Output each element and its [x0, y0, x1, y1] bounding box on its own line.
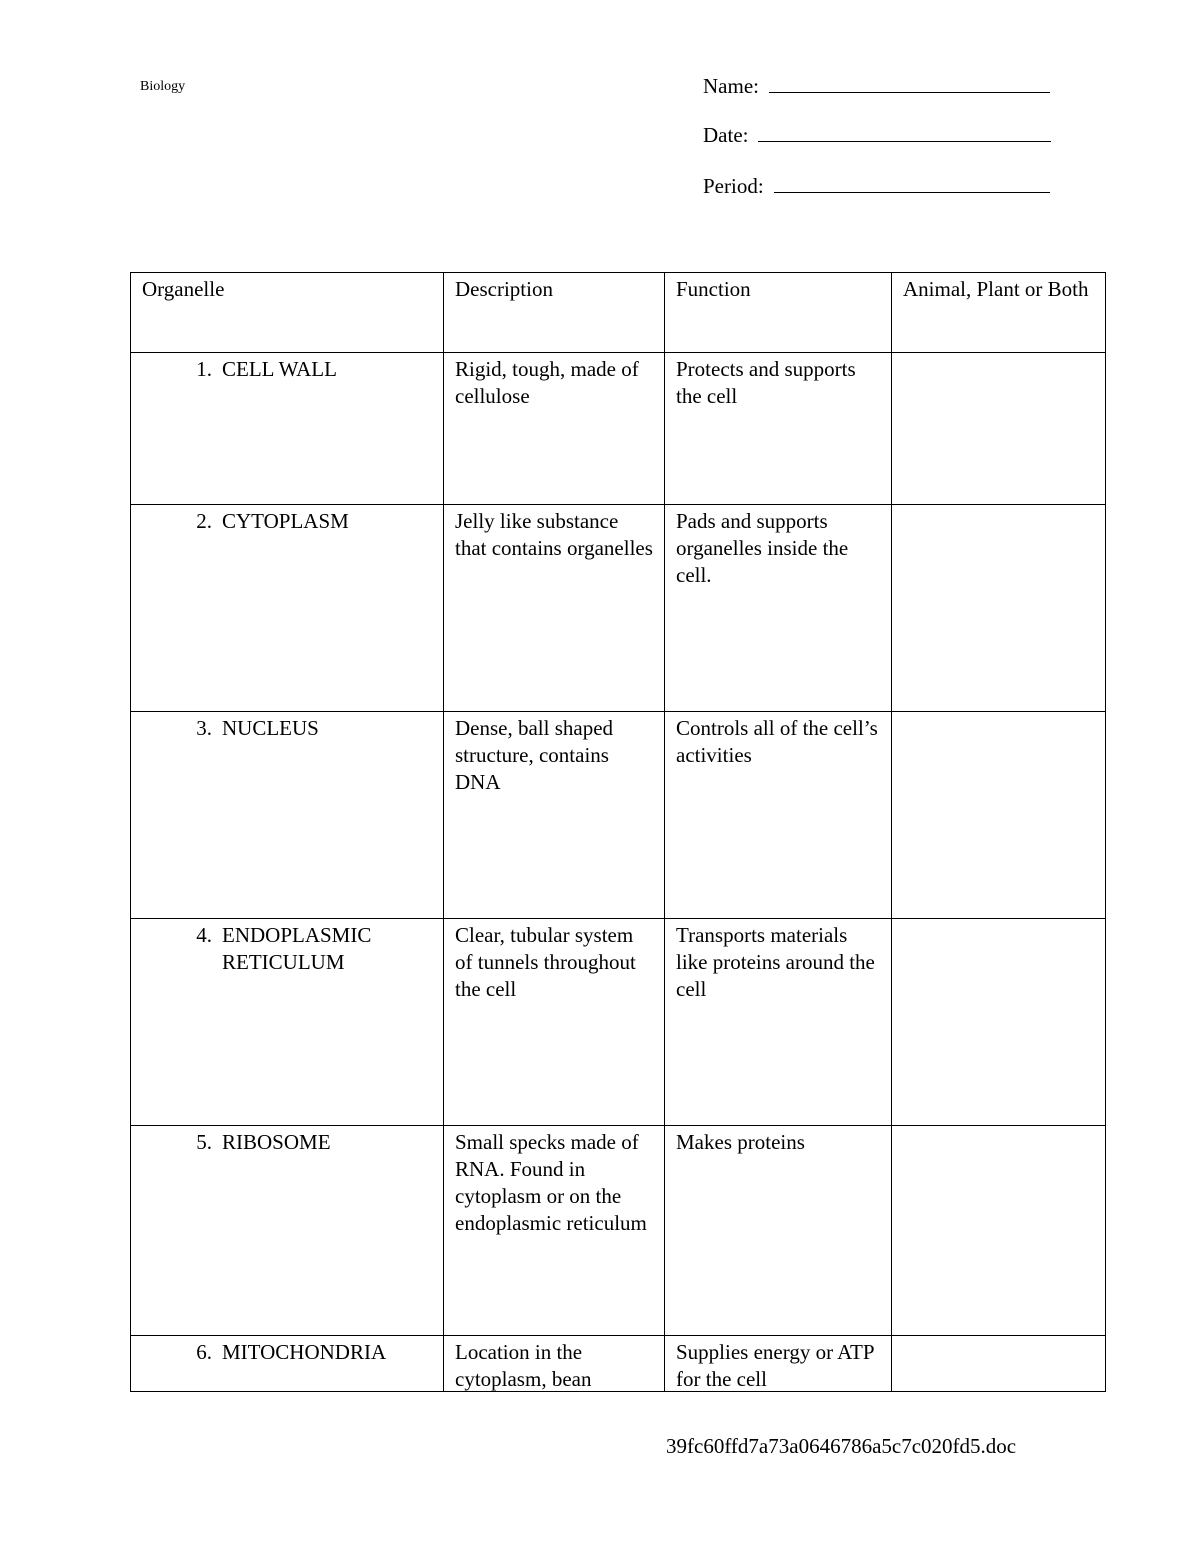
column-header-type: Animal, Plant or Both — [892, 273, 1106, 353]
description-cell: Small specks made of RNA. Found in cytoplasm or on the endoplasmic reticulum — [444, 1126, 665, 1336]
function-cell: Pads and supports organelles inside the cell. — [665, 505, 892, 712]
row-number: 5. — [196, 1130, 212, 1154]
description-cell — [444, 1336, 665, 1392]
type-cell[interactable] — [892, 919, 1106, 1126]
table-header-row — [131, 273, 1106, 353]
row-number: 2. — [196, 509, 212, 533]
row-number: 3. — [196, 716, 212, 740]
table-row — [131, 919, 1106, 1126]
organelle-cell — [131, 919, 444, 1126]
organelle-cell — [131, 1336, 444, 1392]
row-number: 4. — [196, 923, 212, 947]
description-cell: Rigid, tough, made of cellulose — [444, 353, 665, 505]
name-label: Name: — [703, 74, 759, 98]
description-cell: Jelly like substance that contains organelles — [444, 505, 665, 712]
organelle-name: ENDOPLASMIC RETICULUM — [222, 923, 372, 974]
table-row — [131, 1126, 1106, 1336]
type-cell[interactable] — [892, 505, 1106, 712]
date-blank-line[interactable] — [758, 140, 1051, 142]
table-row — [131, 505, 1106, 712]
description-cell: Clear, tubular system of tunnels throughout the cell — [444, 919, 665, 1126]
table-row — [131, 1336, 1106, 1392]
organelle-cell — [131, 353, 444, 505]
type-cell[interactable] — [892, 353, 1106, 505]
description-text: Location in the cytoplasm, bean — [455, 1340, 592, 1391]
type-cell[interactable] — [892, 712, 1106, 919]
footer-filename: 39fc60ffd7a73a0646786a5c7c020fd5.doc — [666, 1434, 1017, 1458]
table-row — [131, 353, 1106, 505]
organelle-cell — [131, 505, 444, 712]
column-header-organelle: Organelle — [131, 273, 444, 353]
organelle-name: RIBOSOME — [222, 1130, 331, 1154]
name-field — [703, 74, 1050, 99]
table-row — [131, 712, 1106, 919]
period-blank-line[interactable] — [774, 191, 1050, 193]
organelle-name: MITOCHONDRIA — [222, 1340, 387, 1364]
organelle-name: NUCLEUS — [222, 716, 319, 740]
name-blank-line[interactable] — [769, 91, 1050, 93]
function-cell: Protects and supports the cell — [665, 353, 892, 505]
organelle-name: CELL WALL — [222, 357, 337, 381]
function-cell: Controls all of the cell’s activities — [665, 712, 892, 919]
type-cell[interactable] — [892, 1336, 1106, 1392]
date-field — [703, 123, 1051, 148]
period-field — [703, 174, 1050, 199]
function-cell: Makes proteins — [665, 1126, 892, 1336]
column-header-function: Function — [665, 273, 892, 353]
column-header-description: Description — [444, 273, 665, 353]
organelle-table — [130, 272, 1106, 1392]
date-label: Date: — [703, 123, 749, 147]
row-number: 6. — [196, 1340, 212, 1364]
function-text: Supplies energy or ATP for the cell — [676, 1340, 874, 1391]
function-cell: Transports materials like proteins around the cell — [665, 919, 892, 1126]
subject-label: Biology — [140, 79, 186, 94]
type-cell[interactable] — [892, 1126, 1106, 1336]
description-cell: Dense, ball shaped structure, contains DNA — [444, 712, 665, 919]
organelle-cell — [131, 1126, 444, 1336]
organelle-name: CYTOPLASM — [222, 509, 349, 533]
period-label: Period: — [703, 174, 764, 198]
row-number: 1. — [196, 357, 212, 381]
organelle-cell — [131, 712, 444, 919]
function-cell — [665, 1336, 892, 1392]
